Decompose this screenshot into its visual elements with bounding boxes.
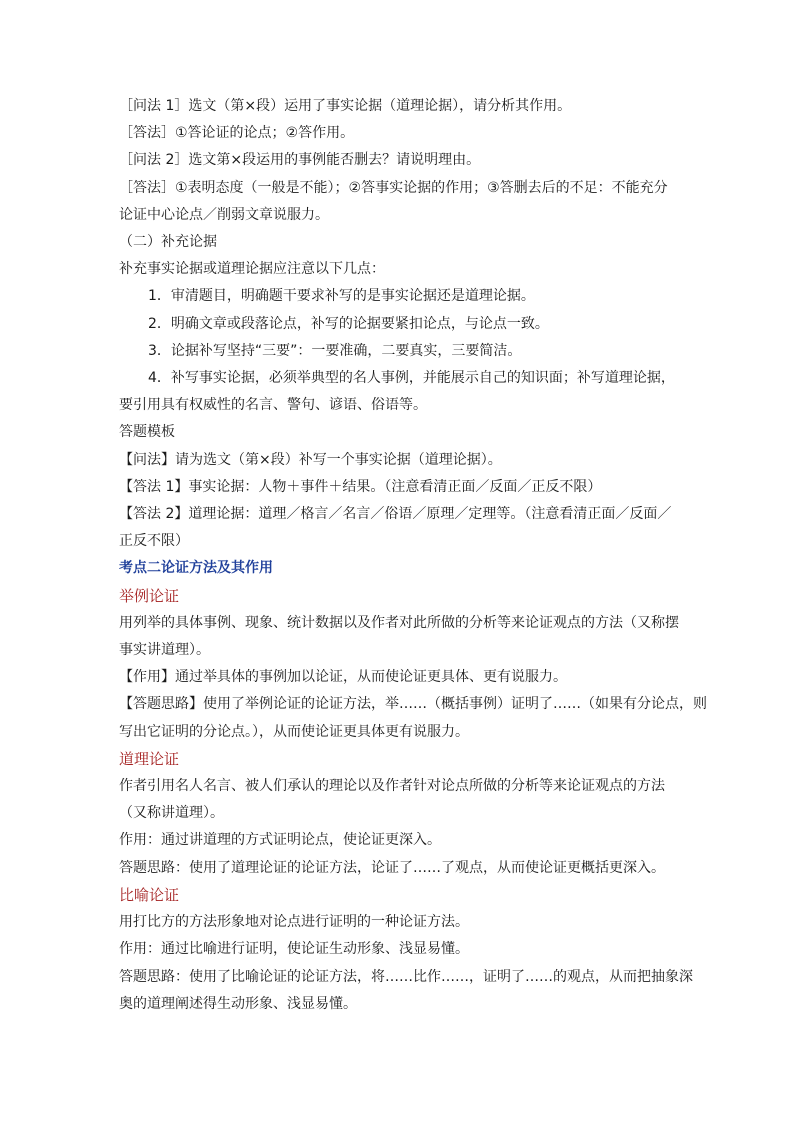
template-answer-1: 【答法 1】事实论据：人物＋事件＋结果。（注意看清正面／反面／正反不限）	[119, 478, 602, 495]
metaphor-argument-heading: 比喻论证	[119, 885, 180, 904]
reasoning-argument-def: 作者引用名人名言、被人们承认的理论以及作者针对论点所做的分析等来论证观点的方法	[119, 778, 665, 795]
metaphor-argument-effect: 作用：通过比喻进行证明，使论证生动形象、浅显易懂。	[119, 941, 469, 958]
answer-method: ［答法］①答论证的论点；②答作用。	[119, 125, 355, 142]
question-method-1: ［问法 1］选文（第×段）运用了事实论据（道理论据），请分析其作用。	[119, 98, 572, 114]
supplement-intro: 补充事实论据或道理论据应注意以下几点：	[119, 261, 385, 278]
supplement-point-3: 3．论据补写坚持“三要”：一要准确，二要真实，三要简洁。	[148, 342, 522, 359]
reasoning-argument-def-cont: （又称讲道理）。	[119, 805, 224, 822]
example-argument-def: 用列举的具体事例、现象、统计数据以及作者对此所做的分析等来论证观点的方法（又称摆	[119, 614, 679, 631]
example-argument-heading: 举例论证	[119, 586, 180, 605]
answer-method-2: ［答法］①表明态度（一般是不能）；②答事实论据的作用；③答删去后的不足：不能充分	[119, 179, 668, 196]
supplement-point-4: 4．补写事实论据，必须举典型的名人事例，并能展示自己的知识面；补写道理论据，	[148, 370, 675, 387]
section-supplement-arguments: （二）补充论据	[119, 234, 217, 251]
topic-two-heading: 考点二论证方法及其作用	[119, 560, 273, 577]
template-answer-2-cont: 正反不限）	[119, 533, 189, 550]
metaphor-argument-approach-cont: 奥的道理阐述得生动形象、浅显易懂。	[119, 995, 357, 1012]
answer-method-2-cont: 论证中心论点／削弱文章说服力。	[119, 206, 329, 223]
reasoning-argument-effect: 作用：通过讲道理的方式证明论点，使论证更深入。	[119, 832, 441, 849]
reasoning-argument-heading: 道理论证	[119, 749, 180, 768]
supplement-point-1: 1．审清题目，明确题干要求补写的是事实论据还是道理论据。	[148, 288, 535, 305]
answer-template-heading: 答题模板	[119, 424, 175, 441]
supplement-point-4-cont: 要引用具有权威性的名言、警句、谚语、俗语等。	[119, 397, 427, 414]
supplement-point-2: 2．明确文章或段落论点，补写的论据要紧扣论点，与论点一致。	[148, 315, 549, 332]
example-argument-effect: 【作用】通过举具体的事例加以论证，从而使论证更具体、更有说服力。	[119, 669, 567, 686]
example-argument-approach-cont: 写出它证明的分论点。），从而使论证更具体更有说服力。	[119, 723, 469, 740]
example-argument-def-cont: 事实讲道理）。	[119, 642, 210, 659]
metaphor-argument-approach: 答题思路：使用了比喻论证的论证方法，将……比作……，证明了……的观点，从而把抽象深	[119, 968, 693, 985]
template-question: 【问法】请为选文（第×段）补写一个事实论据（道理论据）。	[119, 451, 502, 468]
question-method-2: ［问法 2］选文第×段运用的事例能否删去？请说明理由。	[119, 152, 481, 169]
metaphor-argument-def: 用打比方的方法形象地对论点进行证明的一种论证方法。	[119, 914, 469, 931]
reasoning-argument-approach: 答题思路：使用了道理论证的论证方法，论证了……了观点，从而使论证更概括更深入。	[119, 859, 665, 876]
example-argument-approach: 【答题思路】使用了举例论证的论证方法，举……（概括事例）证明了……（如果有分论点，则	[119, 696, 707, 713]
template-answer-2: 【答法 2】道理论据：道理／格言／名言／俗语／原理／定理等。（注意看清正面／反面／	[119, 506, 672, 523]
